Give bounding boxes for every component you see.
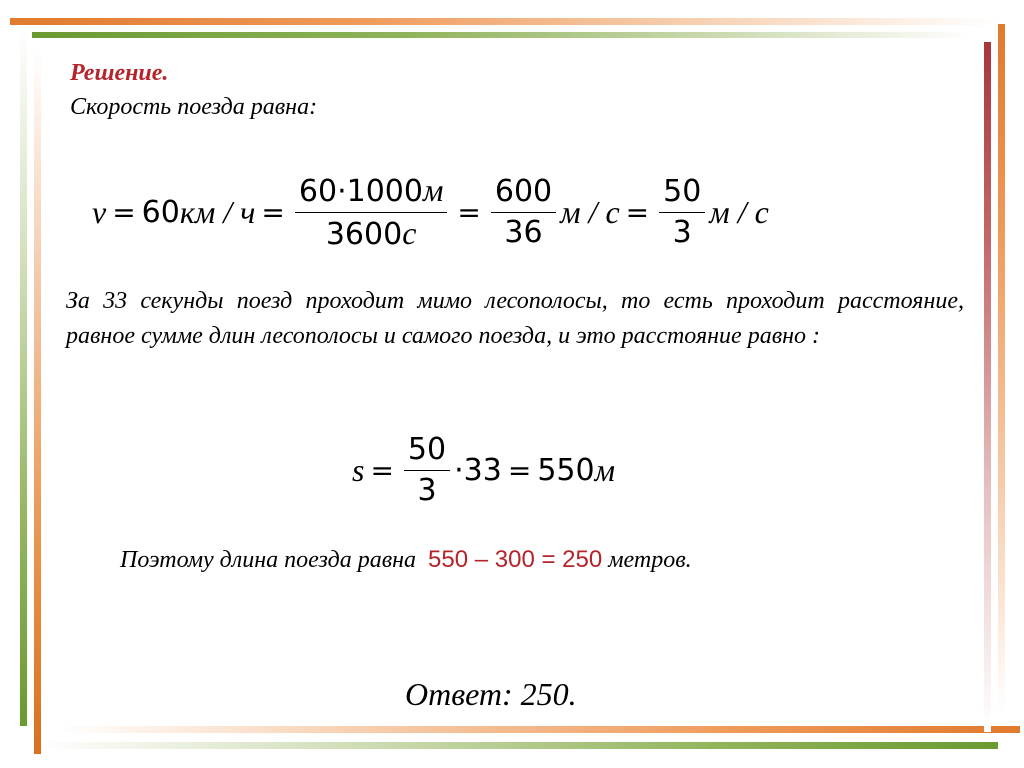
fraction-numerator: 50 (659, 176, 705, 213)
fraction-numerator: 60·1000м (295, 174, 448, 213)
intro-text: Скорость поезда равна: (70, 94, 318, 120)
right-red-bar (984, 42, 991, 732)
equals-sign: = (370, 453, 394, 487)
fraction-denominator: 36 (504, 214, 543, 250)
time-factor: 33 (463, 452, 502, 488)
distance-result: 550 (537, 452, 595, 488)
bottom-green-bar (40, 742, 998, 749)
distance-unit: м (594, 451, 615, 488)
fraction-50-3 (404, 434, 450, 506)
fraction-numerator: 600 (491, 176, 556, 213)
bottom-orange-bar (60, 726, 1020, 733)
top-orange-bar (10, 18, 1000, 25)
explanation-paragraph: За 33 секунды поезд проходит мимо лесополосы, то есть проходит расстояние, равное сумме длин лесополосы и самого поезда, и это расстояние равно : (66, 288, 964, 349)
conclusion-prefix: Поэтому длина поезда равна (120, 547, 417, 573)
distance-formula (352, 420, 615, 520)
fraction-conversion (295, 171, 448, 252)
distance-variable: s (352, 451, 365, 488)
equals-sign: = (507, 453, 532, 487)
fraction-50-3 (659, 176, 705, 248)
unit-m-per-s: м / с (560, 193, 620, 230)
solution-heading: Решение. (70, 60, 169, 86)
conclusion-suffix: метров. (608, 547, 692, 573)
equals-sign: = (112, 195, 136, 229)
right-orange-bar (998, 24, 1005, 714)
speed-variable: v (92, 193, 107, 230)
equals-sign: = (457, 195, 481, 229)
fraction-numerator: 50 (404, 434, 450, 471)
speed-formula (92, 162, 769, 262)
conclusion-calculation: 550 – 300 = 250 (428, 546, 603, 573)
fraction-denominator: 3 (417, 472, 437, 508)
equals-sign: = (261, 195, 285, 229)
equals-sign: = (625, 195, 650, 229)
unit-m-per-s: м / с (709, 193, 769, 230)
answer-text: Ответ: 250. (405, 676, 577, 712)
multiply-dot: · (454, 452, 464, 488)
left-orange-bar (34, 50, 41, 754)
top-green-bar (32, 32, 972, 38)
speed-unit: км / ч (179, 193, 256, 230)
speed-value: 60 (141, 194, 180, 230)
fraction-600-36 (491, 176, 556, 248)
fraction-denominator: 3 (672, 214, 692, 250)
conclusion-line (120, 546, 692, 574)
fraction-denominator: 3600с (325, 214, 417, 252)
left-green-bar (20, 28, 27, 726)
